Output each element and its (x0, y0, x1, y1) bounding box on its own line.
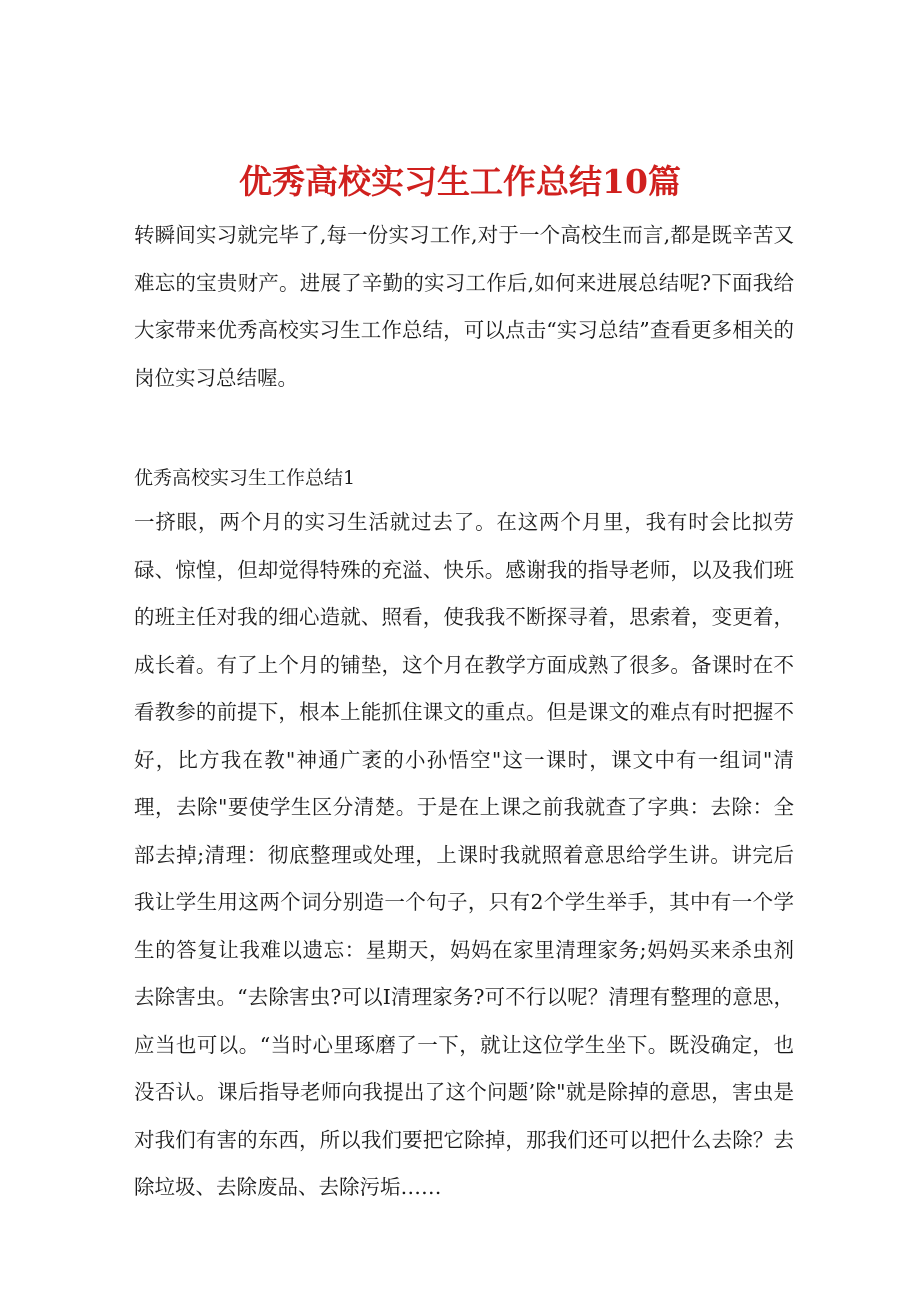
document-title: 优秀高校实习生工作总结10篇 (239, 162, 681, 202)
intro-paragraph: 转瞬间实习就完毕了,每一份实习工作,对于一个高校生而言,都是既辛苦又难忘的宝贵财产。进展了辛勤的实习工作后,如何来进展总结呢?下面我给大家带来优秀高校实习生工作总结，可以点击“实习总结”查看更多相关的岗位实习总结喔。 (134, 223, 794, 390)
section-heading: 优秀高校实习生工作总结1 (134, 467, 356, 489)
section-body-paragraph: 一挤眼，两个月的实习生活就过去了。在这两个月里，我有时会比拟劳碌、惊惶，但却觉得特殊的充溢、快乐。感谢我的指导老师，以及我们班的班主任对我的细心造就、照看，使我我不断探寻着，思索着，变更着，成长着。有了上个月的铺垫，这个月在教学方面成熟了很多。备课时在不看教参的前提下，根本上能抓住课文的重点。但是课文的难点有时把握不好，比方我在教"神通广袤的小孙悟空"这一课时，课文中有一组词"清理，去除"要使学生区分清楚。于是在上课之前我就查了字典：去除：全部去掉;清理：彻底整理或处理，上课时我就照着意思给学生讲。讲完后我让学生用这两个词分别造一个句子，只有2个学生举手，其中有一个学生的答复让我难以遗忘：星期天，妈妈在家里清理家务;妈妈买来杀虫剂去除害虫。“去除害虫?可以I清理家务?可不行以呢？清理有整理的意思，应当也可以。“当时心里琢磨了一下，就让这位学生坐下。既没确定，也没否认。课后指导老师向我提出了这个问题’除"就是除掉的意思，害虫是对我们有害的东西，所以我们要把它除掉，那我们还可以把什么去除？去除垃圾、去除废品、去除污垢…… (134, 510, 794, 1199)
